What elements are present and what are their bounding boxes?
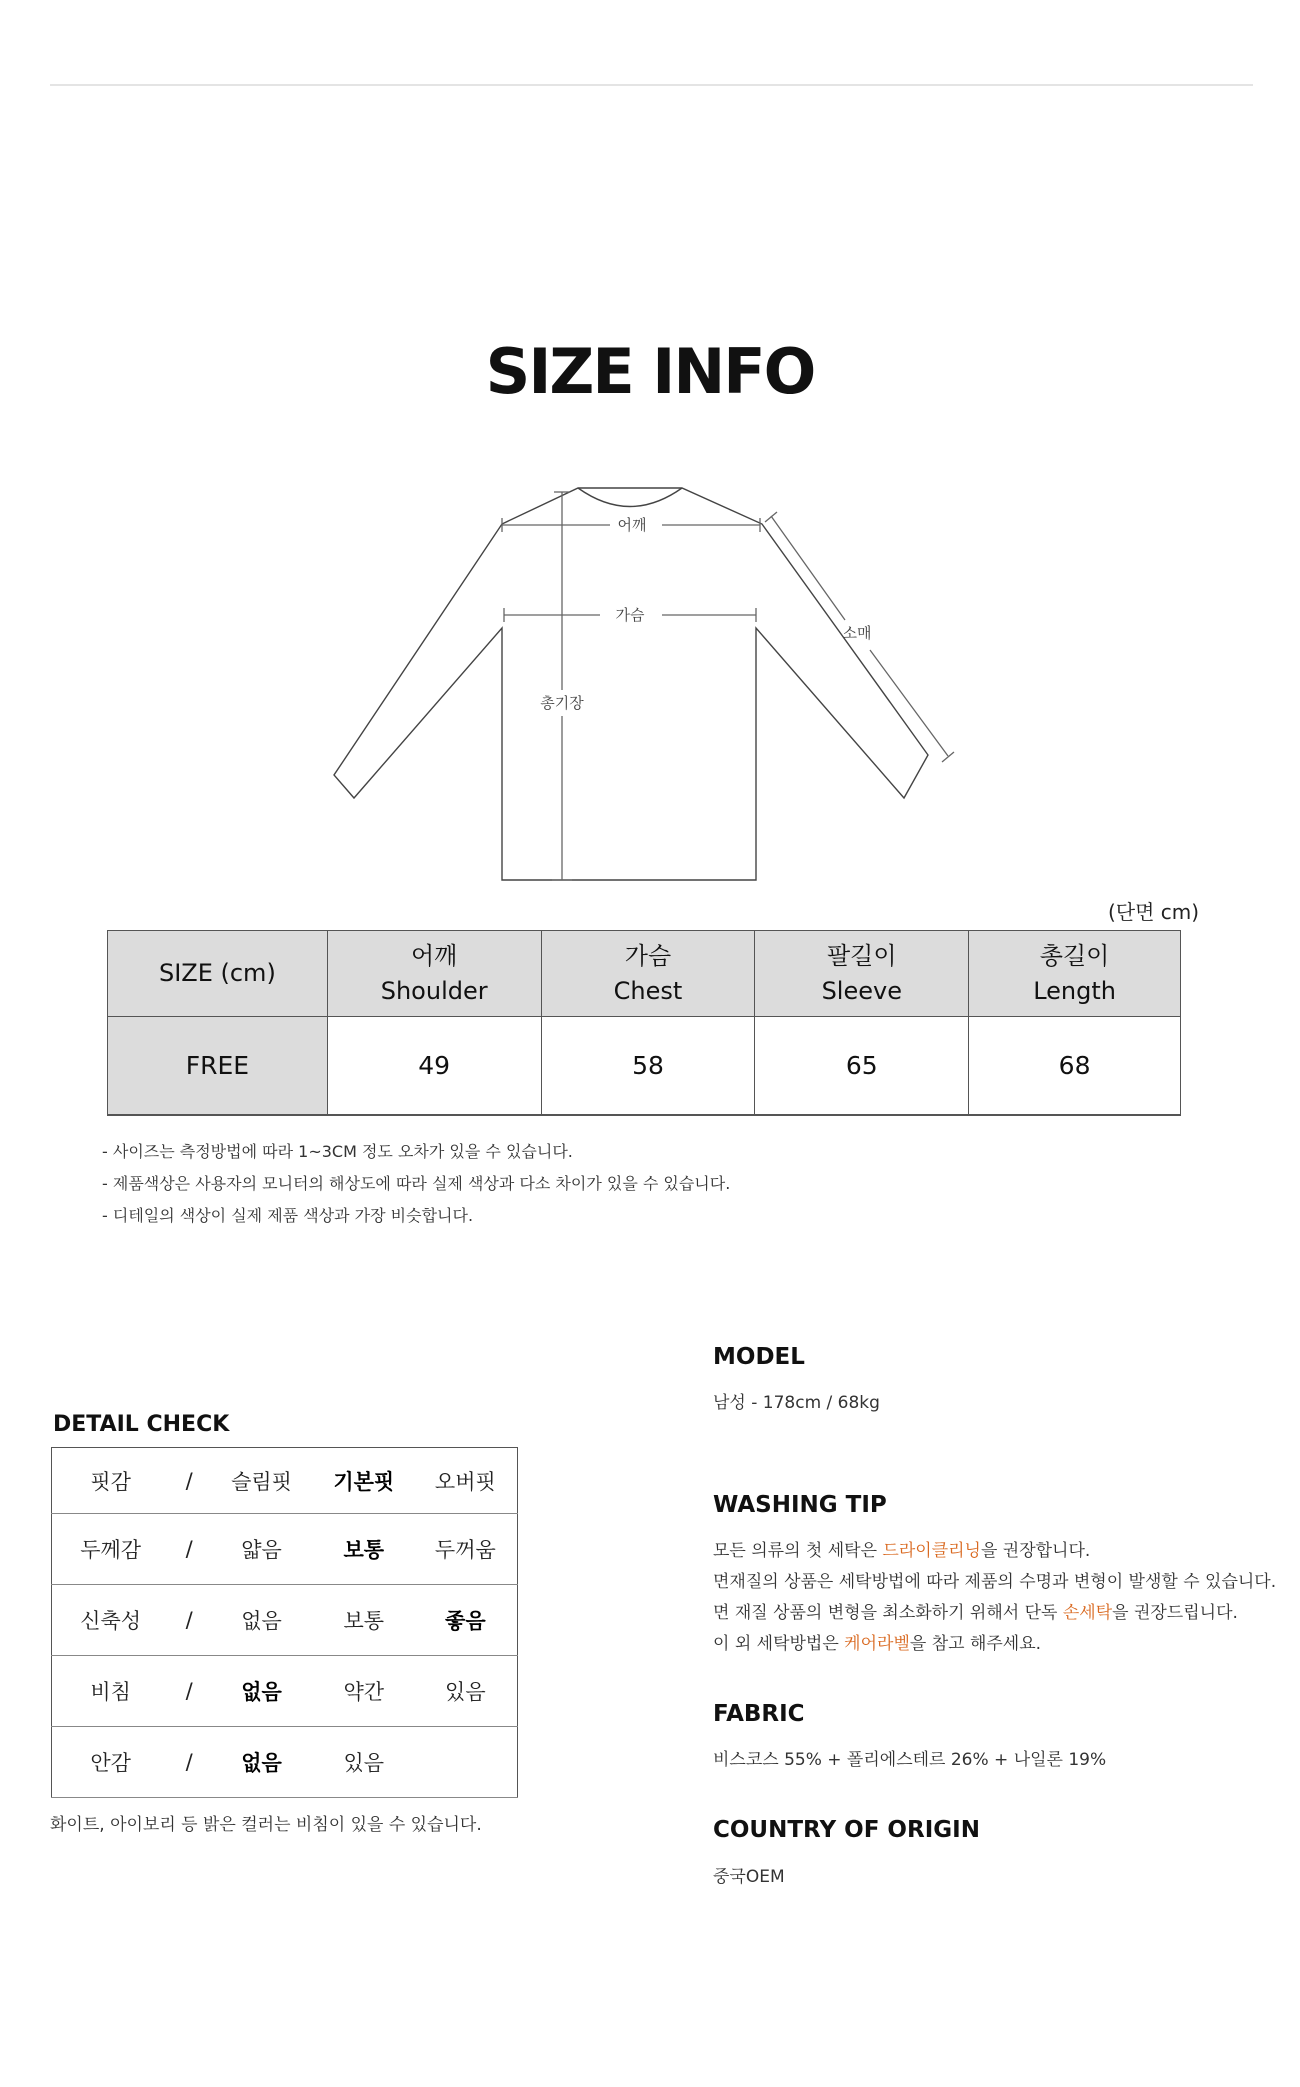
origin-text: 중국OEM (713, 1867, 785, 1887)
detail-check-note: 화이트, 아이보리 등 밝은 컬러는 비침이 있을 수 있습니다. (50, 1815, 482, 1835)
washing-line: 모든 의류의 첫 세탁은 드라이클리닝을 권장합니다. (713, 1541, 1091, 1561)
model-heading: MODEL (713, 1344, 805, 1370)
detail-option: 없음 (209, 1585, 314, 1656)
page-title: SIZE INFO (485, 335, 815, 408)
size-table (107, 930, 1181, 1116)
detail-option-selected: 없음 (209, 1656, 314, 1727)
origin-heading: COUNTRY OF ORIGIN (713, 1817, 980, 1843)
detail-option: 슬림핏 (209, 1448, 314, 1514)
detail-option: 오버핏 (414, 1448, 518, 1514)
highlight-care-label: 케어라벨 (844, 1634, 910, 1654)
detail-option-selected: 보통 (314, 1514, 414, 1585)
fabric-text: 비스코스 55% + 폴리에스테르 26% + 나일론 19% (713, 1750, 1107, 1770)
detail-row-fit (52, 1448, 518, 1514)
unit-note: (단면 cm) (1108, 900, 1200, 924)
detail-label: 두께감 (52, 1514, 170, 1585)
separator: / (169, 1585, 209, 1656)
detail-option: 두꺼움 (414, 1514, 518, 1585)
size-header: SIZE (cm) (108, 931, 328, 1017)
sleeve-label: 소매 (842, 624, 872, 642)
washing-text (713, 1536, 1276, 1660)
shoulder-value: 49 (327, 1017, 541, 1115)
detail-label: 비침 (52, 1656, 170, 1727)
washing-heading: WASHING TIP (713, 1492, 887, 1518)
washing-line: 면 재질 상품의 변형을 최소화하기 위해서 단독 손세탁을 권장드립니다. (713, 1603, 1238, 1623)
chest-label: 가슴 (615, 606, 645, 624)
length-header: 총길이 Length (969, 931, 1181, 1017)
size-notes (102, 1136, 730, 1232)
chest-header: 가슴 Chest (541, 931, 755, 1017)
separator: / (169, 1514, 209, 1585)
detail-check-table (51, 1447, 518, 1798)
washing-line: 이 외 세탁방법은 케어라벨을 참고 해주세요. (713, 1634, 1042, 1654)
detail-option: 있음 (314, 1727, 414, 1798)
detail-row-stretch (52, 1585, 518, 1656)
detail-label: 핏감 (52, 1448, 170, 1514)
detail-row-sheer (52, 1656, 518, 1727)
length-label: 총기장 (540, 694, 584, 712)
highlight-dry-cleaning: 드라이클리닝 (882, 1541, 981, 1561)
shoulder-header: 어깨 Shoulder (327, 931, 541, 1017)
separator: / (169, 1656, 209, 1727)
detail-label: 안감 (52, 1727, 170, 1798)
detail-option-selected: 좋음 (414, 1585, 518, 1656)
detail-row-thickness (52, 1514, 518, 1585)
shoulder-label: 어깨 (617, 516, 647, 534)
detail-option: 있음 (414, 1656, 518, 1727)
table-row (108, 1017, 1181, 1115)
sleeve-header: 팔길이 Sleeve (755, 931, 969, 1017)
length-value: 68 (969, 1017, 1181, 1115)
fabric-heading: FABRIC (713, 1701, 805, 1727)
size-cell: FREE (108, 1017, 328, 1115)
detail-option-selected: 없음 (209, 1727, 314, 1798)
note-line: - 제품색상은 사용자의 모니터의 해상도에 따라 실제 색상과 다소 차이가 있을 수 있습니다. (102, 1174, 731, 1193)
detail-label: 신축성 (52, 1585, 170, 1656)
separator: / (169, 1448, 209, 1514)
washing-line: 면재질의 상품은 세탁방법에 따라 제품의 수명과 변형이 발생할 수 있습니다. (713, 1572, 1277, 1592)
detail-check-title: DETAIL CHECK (53, 1412, 230, 1437)
detail-option: 약간 (314, 1656, 414, 1727)
detail-row-lining (52, 1727, 518, 1798)
model-text: 남성 - 178cm / 68kg (713, 1393, 880, 1413)
sleeve-value: 65 (755, 1017, 969, 1115)
note-line: - 디테일의 색상이 실제 제품 색상과 가장 비슷합니다. (102, 1206, 474, 1225)
separator: / (169, 1727, 209, 1798)
detail-option: 얇음 (209, 1514, 314, 1585)
top-divider (50, 84, 1253, 86)
chest-value: 58 (541, 1017, 755, 1115)
detail-option (414, 1727, 518, 1798)
detail-option-selected: 기본핏 (314, 1448, 414, 1514)
highlight-hand-wash: 손세탁 (1062, 1603, 1113, 1623)
garment-diagram (330, 480, 970, 890)
detail-option: 보통 (314, 1585, 414, 1656)
size-table-header (108, 931, 1181, 1017)
note-line: - 사이즈는 측정방법에 따라 1~3CM 정도 오차가 있을 수 있습니다. (102, 1142, 573, 1161)
